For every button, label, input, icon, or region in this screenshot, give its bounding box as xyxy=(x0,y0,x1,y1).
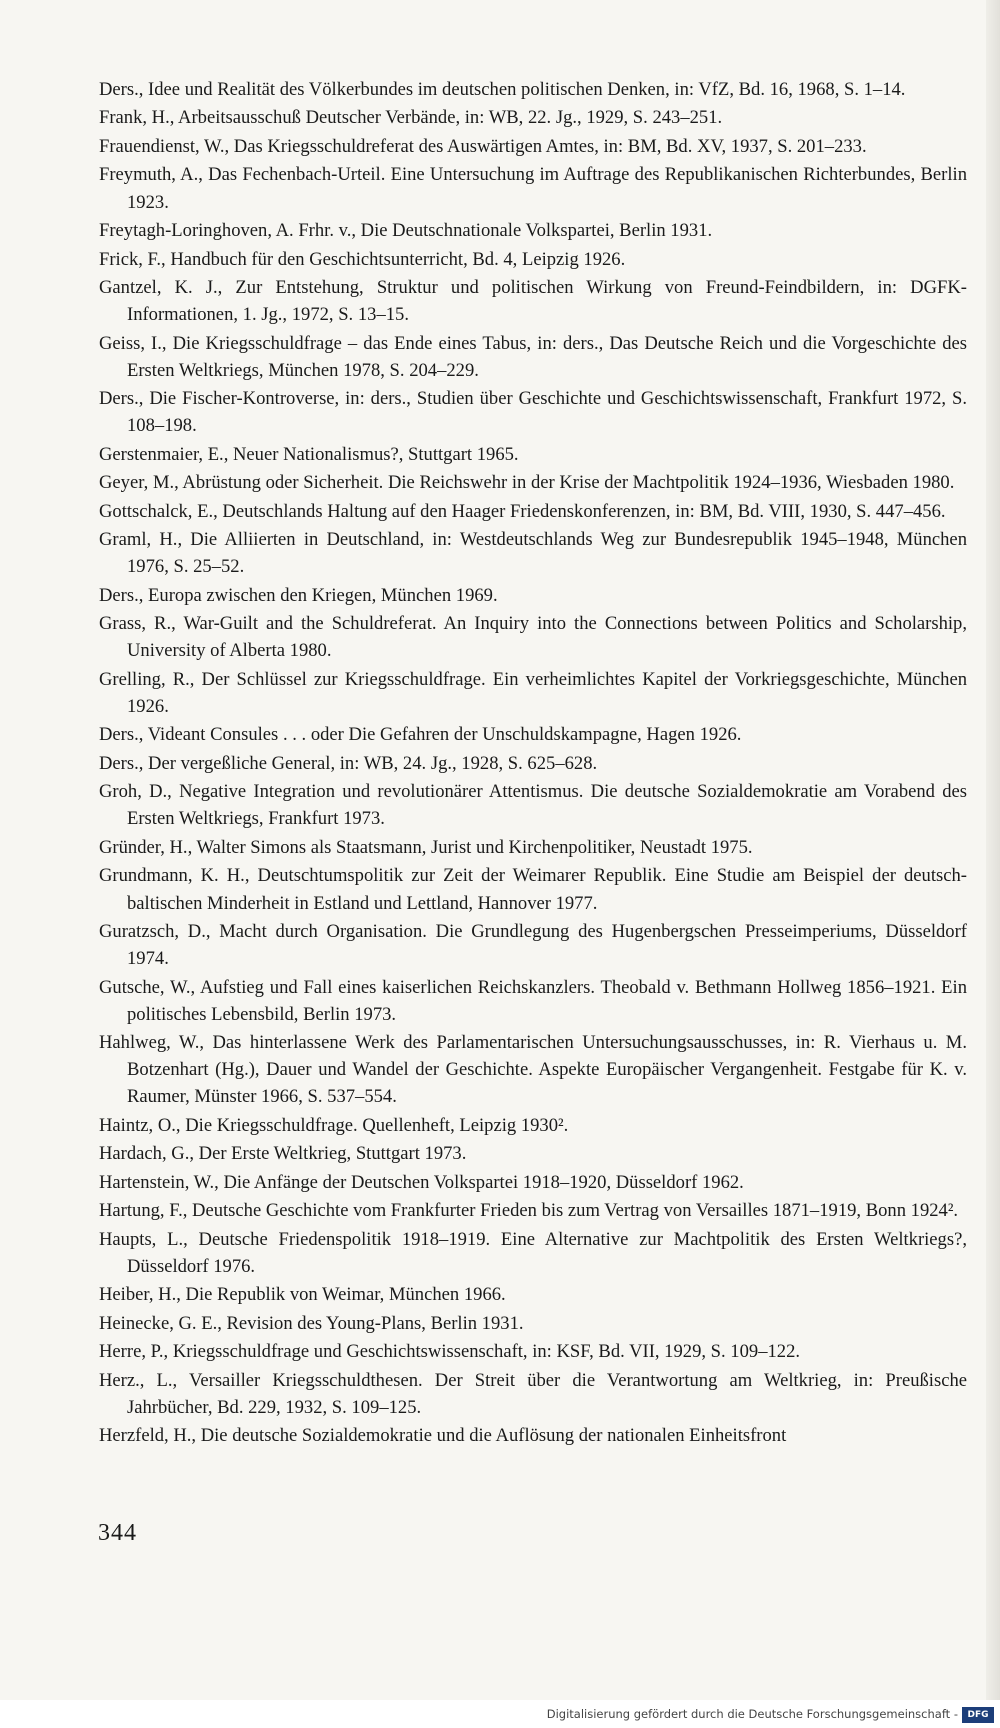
dfg-logo-icon: DFG xyxy=(962,1707,994,1723)
bibliography-entry: Grass, R., War-Guilt and the Schuldreferat. An Inquiry into the Connections between Politics and Scholarship, University of Alberta 1980. xyxy=(99,613,967,662)
bibliography-entry: Gantzel, K. J., Zur Entstehung, Struktur und politischen Wirkung von Freund-Feindbildern, in: DGFK-Informationen, 1. Jg., 1972, S. 13–15. xyxy=(99,277,967,326)
page-edge-shadow xyxy=(986,0,1000,1700)
bibliography-entry: Graml, H., Die Alliierten in Deutschland, in: Westdeutschlands Weg zur Bundesrepublik 1945–1948, München 1976, S. 25–52. xyxy=(99,529,967,578)
bibliography-entry: Grundmann, K. H., Deutschtumspolitik zur Zeit der Weimarer Republik. Eine Studie am Beispiel der deutsch-baltischen Minderheit in Estland und Lettland, Hannover 1977. xyxy=(99,865,967,914)
bibliography-list xyxy=(99,76,967,1451)
bibliography-entry: Heinecke, G. E., Revision des Young-Plans, Berlin 1931. xyxy=(99,1312,524,1334)
bibliography-entry: Ders., Videant Consules . . . oder Die Gefahren der Unschuldskampagne, Hagen 1926. xyxy=(99,724,742,746)
bibliography-entry: Haupts, L., Deutsche Friedenspolitik 1918–1919. Eine Alternative zur Machtpolitik des Ersten Weltkriegs?, Düsseldorf 1976. xyxy=(99,1228,967,1277)
bibliography-entry: Hartung, F., Deutsche Geschichte vom Frankfurter Frieden bis zum Vertrag von Versailles 1871–1919, Bonn 1924². xyxy=(99,1200,959,1222)
bibliography-entry: Ders., Der vergeßliche General, in: WB, 24. Jg., 1928, S. 625–628. xyxy=(99,752,598,774)
bibliography-entry: Ders., Die Fischer-Kontroverse, in: ders., Studien über Geschichte und Geschichtswissenschaft, Frankfurt 1972, S. 108–198. xyxy=(99,388,967,437)
bibliography-entry: Heiber, H., Die Republik von Weimar, München 1966. xyxy=(99,1284,506,1306)
bibliography-entry: Herre, P., Kriegsschuldfrage und Geschichtswissenschaft, in: KSF, Bd. VII, 1929, S. 109–122. xyxy=(99,1341,801,1363)
bibliography-entry: Guratzsch, D., Macht durch Organisation. Die Grundlegung des Hugenbergschen Presseimperiums, Düsseldorf 1974. xyxy=(99,921,967,970)
bibliography-entry: Gutsche, W., Aufstieg und Fall eines kaiserlichen Reichskanzlers. Theobald v. Bethmann Hollweg 1856–1921. Ein politisches Lebensbild, Berlin 1973. xyxy=(99,976,967,1025)
bibliography-entry: Frauendienst, W., Das Kriegsschuldreferat des Auswärtigen Amtes, in: BM, Bd. XV, 1937, S. 201–233. xyxy=(99,135,867,157)
bibliography-entry: Groh, D., Negative Integration und revolutionärer Attentismus. Die deutsche Sozialdemokratie am Vorabend des Ersten Weltkriegs, Frankfurt 1973. xyxy=(99,781,967,830)
bibliography-entry: Hardach, G., Der Erste Weltkrieg, Stuttgart 1973. xyxy=(99,1143,467,1165)
page-number: 344 xyxy=(98,1520,137,1546)
bibliography-entry: Hahlweg, W., Das hinterlassene Werk des Parlamentarischen Untersuchungsausschusses, in: R. Vierhaus u. M. Botzenhart (Hg.), Dauer und Wandel der Geschichte. Aspekte Europäischer Vergangenheit. Festgabe für K. v. Raumer, Münster 1966, S. 537–554. xyxy=(99,1032,967,1108)
bibliography-entry: Ders., Europa zwischen den Kriegen, München 1969. xyxy=(99,584,498,606)
bibliography-entry: Ders., Idee und Realität des Völkerbundes im deutschen politischen Denken, in: VfZ, Bd. 16, 1968, S. 1–14. xyxy=(99,79,906,100)
bibliography-entry: Gottschalck, E., Deutschlands Haltung auf den Haager Friedenskonferenzen, in: BM, Bd. VIII, 1930, S. 447–456. xyxy=(99,500,946,522)
bibliography-entry: Herz., L., Versailler Kriegsschuldthesen. Der Streit über die Verantwortung am Weltkrieg, in: Preußische Jahrbücher, Bd. 229, 1932, S. 109–125. xyxy=(99,1369,967,1418)
bibliography-entry: Gerstenmaier, E., Neuer Nationalismus?, Stuttgart 1965. xyxy=(99,443,519,465)
bibliography-entry: Frick, F., Handbuch für den Geschichtsunterricht, Bd. 4, Leipzig 1926. xyxy=(99,248,626,270)
bibliography-entry: Freytagh-Loringhoven, A. Frhr. v., Die Deutschnationale Volkspartei, Berlin 1931. xyxy=(99,220,713,242)
bibliography-entry: Hartenstein, W., Die Anfänge der Deutschen Volkspartei 1918–1920, Düsseldorf 1962. xyxy=(99,1171,744,1193)
bibliography-entry: Frank, H., Arbeitsausschuß Deutscher Verbände, in: WB, 22. Jg., 1929, S. 243–251. xyxy=(99,107,723,129)
bibliography-entry: Geiss, I., Die Kriegsschuldfrage – das Ende eines Tabus, in: ders., Das Deutsche Reich und die Vorgeschichte des Ersten Weltkriegs, München 1978, S. 204–229. xyxy=(99,332,967,381)
bibliography-entry: Geyer, M., Abrüstung oder Sicherheit. Die Reichswehr in der Krise der Machtpolitik 1924–1936, Wiesbaden 1980. xyxy=(99,472,955,494)
digitization-footer xyxy=(0,1700,1000,1728)
footer-credit-text: Digitalisierung gefördert durch die Deutsche Forschungsgemeinschaft - xyxy=(546,1707,958,1721)
bibliography-entry: Haintz, O., Die Kriegsschuldfrage. Quellenheft, Leipzig 1930². xyxy=(99,1114,569,1136)
bibliography-entry: Herzfeld, H., Die deutsche Sozialdemokratie und die Auflösung der nationalen Einheitsfront xyxy=(99,1425,787,1447)
bibliography-entry: Grelling, R., Der Schlüssel zur Kriegsschuldfrage. Ein verheimlichtes Kapitel der Vorkriegsgeschichte, München 1926. xyxy=(99,668,967,717)
bibliography-entry: Gründer, H., Walter Simons als Staatsmann, Jurist und Kirchenpolitiker, Neustadt 1975. xyxy=(99,836,753,858)
bibliography-entry: Freymuth, A., Das Fechenbach-Urteil. Eine Untersuchung im Auftrage des Republikanischen Richterbundes, Berlin 1923. xyxy=(99,164,967,213)
